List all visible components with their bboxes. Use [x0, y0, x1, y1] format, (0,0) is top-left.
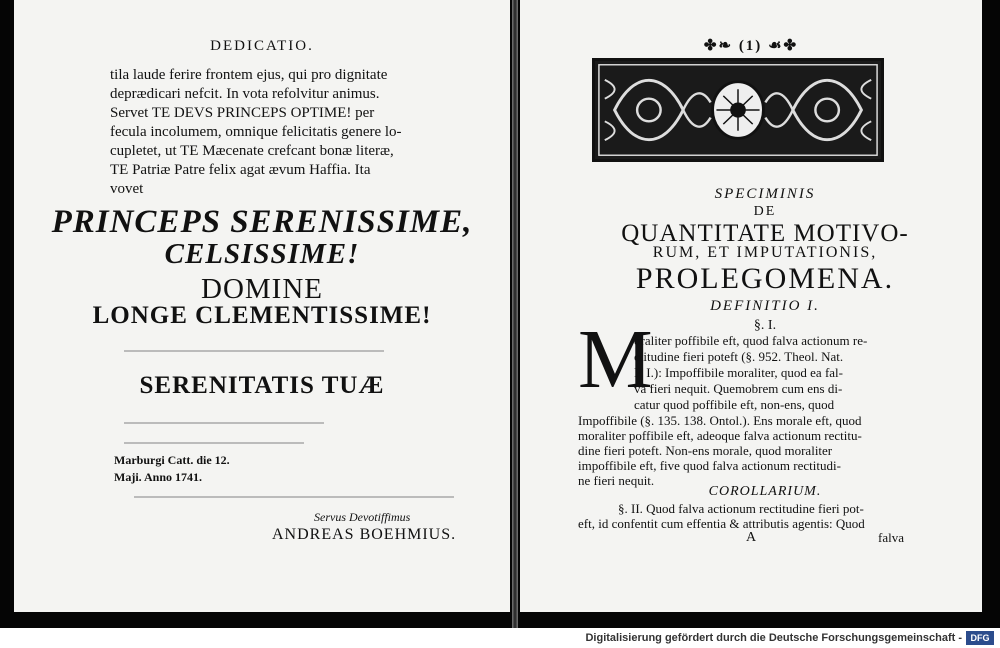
text-line: catur quod poffibile eft, non-ens, quod [634, 397, 835, 412]
definitio-heading: DEFINITIO I. [710, 298, 820, 314]
text-line: impoffibile eft, five quod falva actionum rectitudi- [578, 458, 841, 473]
text-line: Servet TE DEVS PRINCEPS OPTIME! per [110, 105, 375, 121]
text-line: ctitudine fieri poteft (§. 952. Theol. Nat. [634, 349, 844, 364]
dedication-text [110, 66, 462, 199]
text-line: moraliter poffibile eft, adeoque falva actionum rectitu- [578, 428, 862, 443]
footer-bar [0, 628, 1000, 648]
funding-notice: Digitalisierung gefördert durch die Deutsche Forschungsgemeinschaft - [585, 632, 962, 644]
text-line: dine fieri poteft. Non-ens morale, quod moraliter [578, 443, 833, 458]
book-spine [512, 0, 518, 628]
signature-mark: A [746, 530, 757, 545]
servus-line: Servus Devotiffimus [314, 510, 411, 524]
right-page [520, 0, 982, 612]
text-line: deprædicari nefcit. In vota refolvitur animus. [110, 86, 380, 102]
celsissime-heading: CELSISSIME! [164, 238, 360, 270]
ornament-left-icon: ✤❧ [703, 38, 739, 54]
dfg-logo-icon: DFG [966, 631, 994, 645]
speciminis-heading: SPECIMINIS [714, 186, 816, 202]
text-line: P. I.): Impoffibile moraliter, quod ea fal- [634, 365, 843, 380]
text-line: fecula incolumem, omnique felicitatis genere lo- [110, 124, 402, 140]
text-line: cupletet, ut TE Mæcenate crefcant bonæ literæ, [110, 143, 394, 159]
author-name: ANDREAS BOEHMIUS. [272, 526, 457, 543]
page-number: (1) [738, 38, 763, 54]
place-line: Marburgi Catt. die 12. [114, 453, 230, 467]
serenitatis-heading: SERENITATIS TUÆ [139, 372, 385, 399]
text-line: oraliter poffibile eft, quod falva actionum re- [634, 333, 868, 348]
bleed-through-mark [134, 496, 454, 498]
text-line: eft, id confentit cum effentia & attributis agentis: Quod [578, 516, 865, 531]
bleed-through-mark [124, 442, 304, 444]
headpiece-ornament-icon [592, 58, 884, 162]
corollarium-heading: COROLLARIUM. [708, 484, 822, 499]
drop-cap: M [578, 313, 653, 406]
section-1-heading: §. I. [753, 318, 777, 333]
place-date [114, 452, 230, 486]
prolegomena-heading: PROLEGOMENA. [635, 262, 895, 295]
text-line: vovet [110, 181, 144, 197]
page-header: DEDICATIO. [210, 38, 314, 54]
date-line: Maji. Anno 1741. [114, 470, 203, 484]
domine-heading: DOMINE [201, 273, 323, 305]
bleed-through-mark [124, 350, 384, 352]
left-page [14, 0, 510, 612]
quantitate-heading: QUANTITATE MOTIVO- [621, 220, 909, 247]
catchword: falva [878, 530, 904, 545]
text-line: ne fieri nequit. [578, 473, 655, 488]
text-line: tila laude ferire frontem ejus, qui pro dignitate [110, 67, 388, 83]
de-heading: DE [753, 204, 777, 219]
bleed-through-mark [124, 422, 324, 424]
clementissime-heading: LONGE CLEMENTISSIME! [92, 302, 432, 329]
text-line: §. II. Quod falva actionum rectitudine fieri pot- [618, 501, 864, 516]
text-line: va fieri nequit. Quemobrem cum ens di- [634, 381, 843, 396]
princeps-heading: PRINCEPS SERENISSIME, [51, 204, 473, 240]
text-line: TE Patriæ Patre felix agat ævum Haffia. Ita [110, 162, 371, 178]
ornament-right-icon: ☙✤ [762, 38, 799, 54]
text-line: Impoffibile (§. 135. 138. Ontol.). Ens morale eft, quod [578, 413, 862, 428]
page-number-header [520, 36, 982, 55]
rum-heading: RUM, ET IMPUTATIONIS, [652, 244, 878, 261]
